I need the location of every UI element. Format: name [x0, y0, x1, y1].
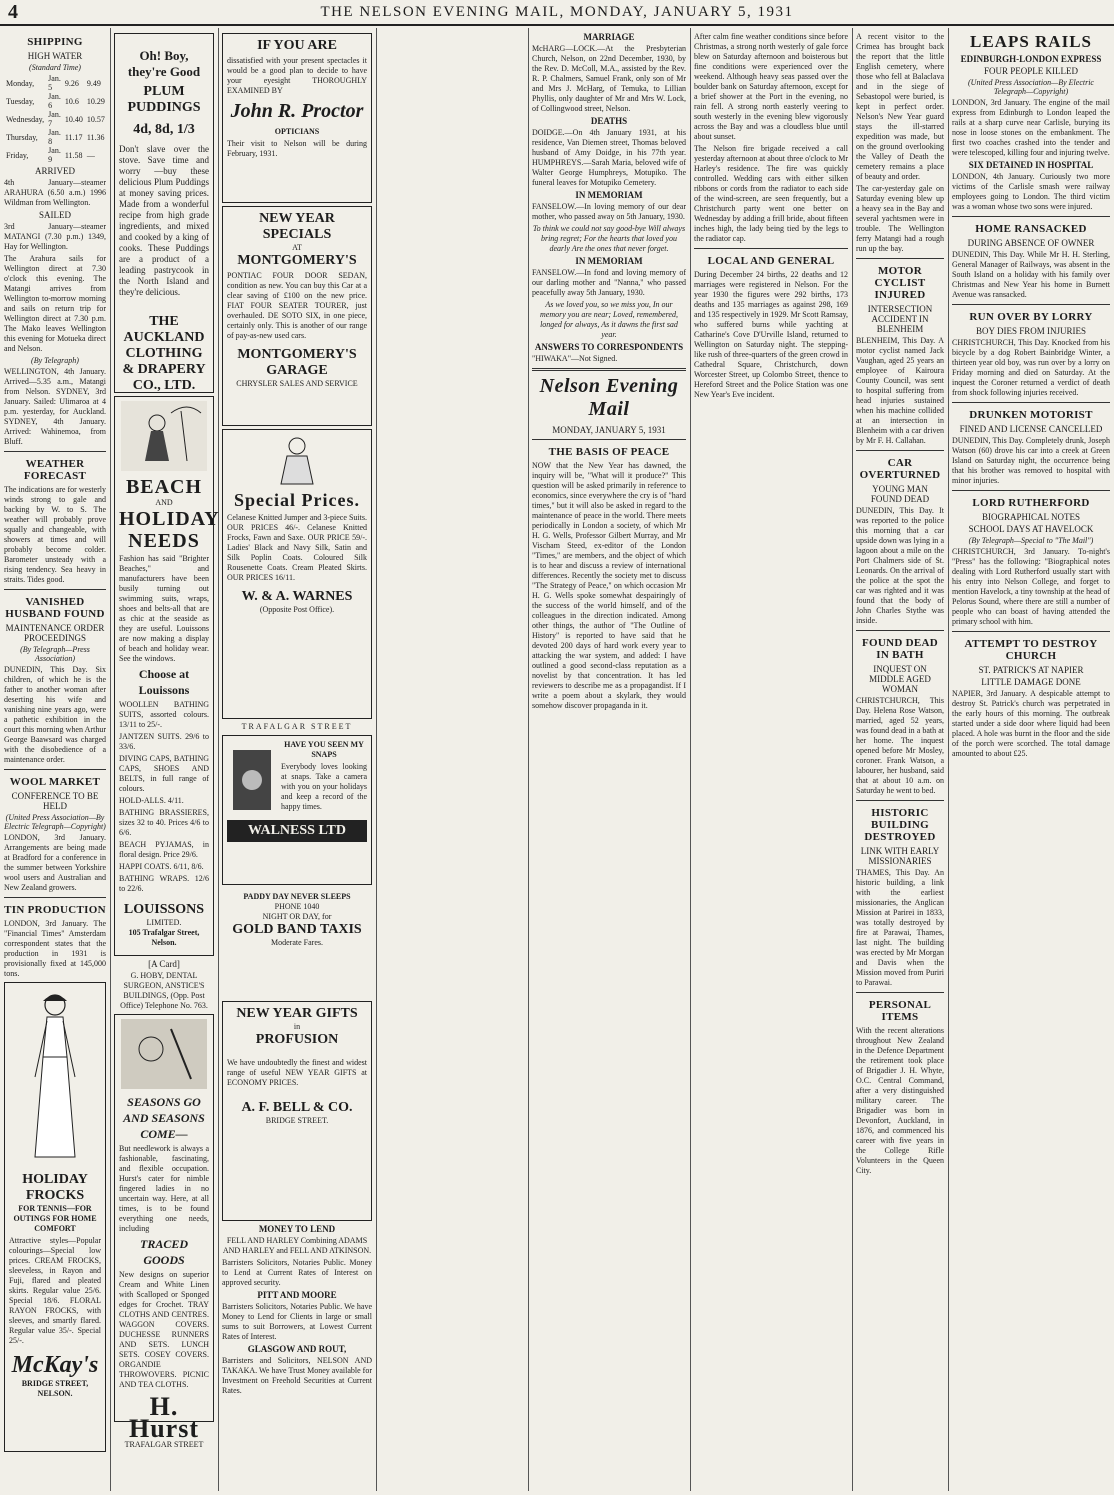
bell-name: A. F. BELL & CO. [241, 1100, 353, 1115]
sailed-heading: SAILED [39, 210, 71, 220]
car-overturned-heading: CAR OVERTURNED [859, 457, 941, 481]
local-general-text: During December 24 births, 22 deaths and 12 marriages were registered in Nelson. For the year 1930 the figures were 292 births, 173 deaths and 135 marriages as against 298, 169 and 135 respectively in 1929. Mr Scott Ramsay, who suffered burns while yachting at Catharine's Cove D'Urville Island, returned to Wellington on Saturday night. The stepping-like rush of three-quarters of the green crowd in Cathedral Square, Christchurch, down Worcester Street, up Colombo Street, thence to Hereford Street and the Police Station was one New Year's Eve incident. [694, 270, 848, 399]
drunken-motorist-heading: DRUNKEN MOTORIST [969, 409, 1093, 421]
divider [532, 439, 686, 440]
proctor-text: dissatisfied with your present spectacles it would be a good plan to decide to have your eyesight THOROUGHLY EXAMINED BY [227, 56, 367, 95]
tide-pm: — [86, 150, 95, 160]
marriage-text: McHARG—LOCK.—At the Presbyterian Church, Nelson, on 22nd December, 1930, by the Rev. D. McColl, M.A., assisted by the Rev. R. P. Chalmers, Samuel Frank, only son of Mr and Mrs J. McHarg, of Temuka, to Lillian Phyllis, only daughter of Mr and Mrs W. Lock, of Collingwood street, Nelson. [532, 44, 686, 113]
tide-date: Jan. 5 [48, 74, 61, 92]
pitt-moore: PITT AND MOORE [257, 1290, 337, 1300]
auckland-clothing-name: THE AUCKLAND CLOTHING & DRAPERY CO., LTD. [122, 314, 206, 393]
choose-louissons: Choose at Louissons [138, 667, 190, 697]
answers-heading: ANSWERS TO CORRESPONDENTS [534, 342, 684, 352]
walness-copy [281, 740, 367, 820]
camera-illustration [227, 740, 277, 820]
car-overturned-text: DUNEDIN, This Day. It was reported to the police this morning that a car upside down was lying in a lagoon about a mile on the Port Chalmers side of St. Leonards. On the arrival of the police at the spot the car was righted and it was found that the body of John Charles Stythe was inside. [856, 506, 944, 625]
motor-cyclist-sub: INTERSECTION ACCIDENT IN BLENHEIM [867, 304, 933, 334]
lord-rutherford-heading: LORD RUTHERFORD [972, 497, 1090, 509]
tide-am: 9.26 [64, 78, 79, 88]
crimea-story: A recent visitor to the Crimea has brought back the report that the little English cemetery, where those who fell at Balaclava and in the siege of Sebastopol were buried, is kept in perfect order. Nelson's New Year guard stays the ill-starred expedition was made, but on the ground overlooking the Valley of Death the cemetery remains a place of beauty and order. [856, 32, 944, 181]
found-dead-heading: FOUND DEAD IN BATH [861, 637, 939, 661]
gifts-in: in [293, 1022, 301, 1031]
gifts-text: We have undoubtedly the finest and widest range of useful NEW YEAR GIFTS at ECONOMY PRICES. [227, 1058, 367, 1087]
personal-items-heading: PERSONAL ITEMS [868, 999, 932, 1023]
dentist-card: G. HOBY, DENTAL SURGEON, ANSTICE'S BUILDINGS, (Opp. Post Office) Telephone No. 763. [120, 971, 208, 1010]
cars-text: PONTIAC FOUR DOOR SEDAN, condition as new. You can buy this Car at a clear saving of £100 on the new price. FIAT FOUR SEATER TOURER, just overhauled. DE SOTO SIX, in one piece, certainly only. This is another of our range of pay-as-new used cars. [227, 271, 367, 340]
louissons-limited: LIMITED. [146, 918, 182, 927]
table-row [4, 146, 107, 164]
attempt-church-sub2: LITTLE DAMAGE DONE [981, 677, 1081, 687]
column-rule [110, 28, 111, 1491]
pitt-text: Barristers Solicitors, Notaries Public. We have Money to Lend for Clients in large or small sums to suit Borrowers, at Lowest Current Rates of Interest. [222, 1302, 372, 1341]
beach-and: AND [155, 498, 173, 507]
tide-table [4, 74, 107, 164]
divider [952, 490, 1110, 491]
divider [952, 304, 1110, 305]
arrived-heading: ARRIVED [35, 166, 75, 176]
six-detained-heading: SIX DETAINED IN HOSPITAL [968, 160, 1094, 170]
divider [4, 769, 106, 770]
montgomerys-advert [222, 206, 372, 426]
bell-address: BRIDGE STREET. [265, 1116, 329, 1125]
historic-building-sub: LINK WITH EARLY MISSIONARIES [860, 846, 940, 866]
tide-date: Jan. 7 [48, 110, 61, 128]
shipping-text: The Arahura sails for Wellington direct at 7.30 o'clock this evening. The Matangi arrives from Wellington to-morrow morning and sails on return trip for Wellington direct at 7.30 p.m. The Mako leaves Wellington this evening for Motueka direct and Nelson. [4, 254, 106, 353]
mckays-advert [4, 982, 106, 1452]
walness-name: WALNESS LTD [227, 820, 367, 842]
needlework-illustration [121, 1019, 207, 1089]
memoriam-heading: IN MEMORIAM [575, 190, 643, 200]
tide-am: 11.17 [64, 132, 83, 142]
montgomerys-garage: MONTGOMERY'S GARAGE [237, 347, 357, 378]
vanished-heading: VANISHED HUSBAND FOUND [5, 596, 105, 620]
pudding-name: PLUM PUDDINGS [127, 84, 201, 115]
hurst-logo: H. Hurst [129, 1392, 199, 1443]
column-4 [532, 30, 686, 1491]
divider [532, 368, 686, 371]
marriage-heading: MARRIAGE [583, 32, 635, 42]
card-heading: [A Card] [148, 959, 180, 969]
run-over-sub: BOY DIES FROM INJURIES [976, 326, 1086, 336]
traced-goods-text: New designs on superior Cream and White Linen with Scalloped or Sponged edges for Crochet. TRAY CLOTHS AND CENTRES. WAGGON COVERS. DUCHESSE RUNNERS AND SETS. LUNCH SETS. COSEY COVERS. ORGANDIE THROWOVERS. PICNIC AND TEA CLOTHS. [119, 1270, 209, 1389]
press-association: (By Telegraph—Press Association) [20, 645, 90, 663]
woman-illustration [15, 987, 95, 1167]
leaps-rails-heading: LEAPS RAILS [969, 32, 1092, 51]
local-general-heading: LOCAL AND GENERAL [707, 255, 835, 267]
editorial-heading: THE BASIS OF PEACE [548, 446, 670, 458]
bell-advert [222, 1001, 372, 1221]
column-rule [528, 28, 529, 1491]
weather-text: The indications are for westerly winds strong to gale and backing by W. to S. The weather will probably prove squally and changeable, with showers at times and will probably become colder. Barometer unsteady with a rising tendency. Sea heavy in straits. Tides good. [4, 485, 106, 584]
tide-day: Tuesday, [6, 96, 35, 106]
home-ransacked-text: DUNEDIN, This Day. While Mr H. H. Sterling, General Manager of Railways, was absent in the South Island on a holiday with his family over Christmas and New Year his home in Burnett Avenue was ransacked. [952, 250, 1110, 299]
column-1 [4, 30, 106, 1491]
money-to-lend: MONEY TO LEND [258, 1224, 336, 1234]
plum-pudding-advert [114, 33, 214, 393]
walness-advert [222, 735, 372, 885]
column-7 [952, 30, 1110, 1491]
sailed-text: 3rd January—steamer MATANGI (7.30 p.m.) 1349, Hay for Wellington. [4, 222, 106, 251]
louissons-address: 105 Trafalgar Street, Nelson. [128, 928, 200, 947]
pudding-tagline: Oh! Boy, they're Good [127, 48, 201, 79]
telegraph-text: WELLINGTON, 4th January. Arrived—5.35 a.m., Matangi from Nelson. SYDNEY, 3rd January. Sailed: Ulimaroa at 4 p.m. yesterday, for Auckland. SYDNEY, 4th January. Arrived: Wahinemoa, from Bluff. [4, 367, 106, 446]
tide-day: Thursday, [6, 132, 38, 142]
attempt-church-heading: ATTEMPT TO DESTROY CHURCH [964, 638, 1098, 662]
standard-time-note: (Standard Time) [29, 63, 81, 72]
pudding-text: Don't slave over the stove. Save time and worry —buy these delicious Plum Puddings at money saving prices. Made from a wonderful recipe from high grade ingredients, and mixed and cooked by a king of cooks. These Puddings are a product of a leading pastrycook in the North Island and they're delicious. [119, 144, 209, 297]
divider [856, 258, 944, 259]
opticians-label: OPTICIANS [274, 127, 320, 136]
wool-heading: WOOL MARKET [9, 776, 101, 788]
memoriam-heading: IN MEMORIAM [575, 256, 643, 266]
column-rule [690, 28, 691, 1491]
glasgow-rout: GLASGOW AND ROUT, [247, 1344, 347, 1354]
tide-am: 10.40 [64, 114, 83, 124]
new-year-specials: NEW YEAR SPECIALS [259, 211, 335, 242]
divider [952, 216, 1110, 217]
at-label: AT [292, 243, 302, 252]
column-5 [694, 30, 848, 1491]
divider [856, 450, 944, 451]
motor-cyclist-text: BLENHEIM, This Day. A motor cyclist named Jack Vaughan, aged 25 years an employee of Kairoura County Council, was sent to hospital suffering from head injuries sustained when his machine collided at an intersection in Blenheim with a car driven by Mr F. H. Callahan. [856, 336, 944, 445]
gold-band-taxis: GOLD BAND TAXIS [232, 922, 362, 937]
historic-building-text: THAMES, This Day. An historic building, a link with the earliest missionaries, the Anglican Mission at Parirei in 1833, was totally destroyed by fire at Parawai, Thames, last night. The building was erected by Mr Morgan and Davis when the Mission moved from Puriri to Parawai. [856, 868, 944, 987]
tin-text: LONDON, 3rd January. The "Financial Times" Amsterdam correspondent states that the production in 1931 is provisionally fixed at 145,000 tons. [4, 919, 106, 978]
snaps-text: Everybody loves looking at snaps. Take a camera with you on your holidays and keep a record of the happy times. [281, 762, 367, 811]
pudding-prices: 4d, 8d, 1/3 [133, 122, 195, 137]
deaths-heading: DEATHS [590, 116, 628, 126]
memoriam-2: FANSELOW.—In fond and loving memory of our darling mother and "Nanna," who passed peacefully away 5th January, 1930. [532, 268, 686, 297]
column-3 [222, 30, 372, 1491]
louissons-name: LOUISSONS [123, 902, 205, 917]
list-item: BEACH PYJAMAS, in floral design. Price 29/6. [119, 840, 209, 859]
warnes-name: W. & A. WARNES [241, 589, 353, 604]
list-item: BATHING BRASSIERES, sizes 32 to 40. Prices 4/6 to 6/6. [119, 808, 209, 837]
table-row [4, 110, 107, 128]
column-rule [218, 28, 219, 1491]
found-dead-sub: INQUEST ON MIDDLE AGED WOMAN [869, 664, 931, 694]
newspaper-masthead: Nelson Evening Mail [539, 375, 679, 420]
paddy-day: PADDY DAY NEVER SLEEPS [243, 892, 351, 901]
snaps-heading: HAVE YOU SEEN MY SNAPS [284, 740, 364, 759]
tide-day: Monday, [6, 78, 35, 88]
tide-pm: 10.29 [86, 96, 105, 106]
mckays-text: Attractive styles—Popular colourings—Special low prices. CREAM FROCKS, sleeveless, in Rayon and Fuji, flared and pleated skirts. Regular value 25/6. Special 18/6. FLORAL RAYON FROCKS, with sleeves, and smartly flared. Regular value 35/-. Special 25/-. [9, 1236, 101, 1345]
weather-story: After calm fine weather conditions since before Christmas, a strong north westerly of gale force blew on Saturday afternoon and boisterous but fine conditions were experienced over the weekend. Although heavy seas passed over the boulder bank on Saturday afternoon, except for a brief shower at the Port in the evening, no rain fell. A strong north easterly veering to south westerly in the evening blew vigorously across the Bay and was a cloudless blue until about sunset. [694, 32, 848, 141]
attempt-church-text: NAPIER, 3rd January. A despicable attempt to destroy St. Patrick's church was perpetrated in the early hours of this morning. The outbreak started under a side door where liquid had been placed. A hole was burnt in the floor and the side of the porch were scorched. The total damage amounted to about £25. [952, 689, 1110, 758]
chrysler-label: CHRYSLER SALES AND SERVICE [236, 379, 358, 388]
needs-heading: NEEDS [128, 530, 200, 552]
beach-heading: BEACH [125, 476, 203, 498]
leaps-rails-sub2: FOUR PEOPLE KILLED [984, 66, 1078, 76]
table-row [4, 92, 107, 110]
car-overturned-sub: YOUNG MAN FOUND DEAD [870, 484, 930, 504]
louissons-advert [114, 396, 220, 956]
fell-harley: FELL AND HARLEY Combining ADAMS AND HARLEY and FELL AND ATKINSON. [222, 1236, 372, 1255]
column-rule [948, 28, 949, 1491]
column-rule [852, 28, 853, 1491]
seasons-heading: SEASONS GO AND SEASONS COME— [123, 1095, 205, 1141]
fell-text: Barristers Solicitors, Notaries Public. Money to Lend at Current Rates of Interest on approved security. [222, 1258, 372, 1287]
taxi-advert [222, 888, 372, 998]
home-ransacked-heading: HOME RANSACKED [975, 223, 1087, 235]
personal-items-text: With the recent alterations throughout New Zealand in the Defence Department the retirement took place of Brigadier J. H. Whyte, O.C. Central Command, after a very distinguished military career. The Brigadier was born in Devonfort, Auckland, in 1876, and commenced his career with five years in the College Rifle Volunteers in the Queen City. [856, 1026, 944, 1175]
beach-illustration [121, 401, 207, 471]
verse-2: As we loved you, so we miss you, In our memory you are near; Loved, remembered, longed for always, As it dawns the first sad year. [540, 300, 678, 339]
tide-pm: 10.57 [86, 114, 105, 124]
divider [4, 589, 106, 590]
historic-building-heading: HISTORIC BUILDING DESTROYED [864, 807, 936, 843]
tide-date: Jan. 6 [48, 92, 61, 110]
run-over-heading: RUN OVER BY LORRY [969, 311, 1093, 323]
lord-rutherford-sub2: SCHOOL DAYS AT HAVELOCK [968, 524, 1094, 534]
tide-pm: 11.36 [86, 132, 105, 142]
by-telegraph: (By Telegraph) [31, 356, 79, 365]
masthead: THE NELSON EVENING MAIL, MONDAY, JANUARY 5, 1931 [320, 4, 794, 20]
tide-pm: 9.49 [86, 78, 101, 88]
home-ransacked-sub: DURING ABSENCE OF OWNER [967, 238, 1095, 248]
memoriam-1: FANSELOW.—In loving memory of our dear mother, who passed away on 5th January, 1930. [532, 202, 686, 221]
lord-rutherford-byline: (By Telegraph—Special to "The Mail") [968, 536, 1094, 545]
hurst-advert [114, 1014, 214, 1449]
motor-cyclist-heading: MOTOR CYCLIST INJURED [874, 265, 926, 301]
deaths-text: DOIDGE.—On 4th January 1931, at his residence, Van Diemen street, Thomas beloved husband of Amy Doidge, in his 77th year. HUMPHREYS.—Sarah Maria, beloved wife of Walter George Humphreys, Motupiko. The funeral leaves for Motupiko Cemetery. [532, 128, 686, 187]
beach-text: Fashion has said "Brighter Beaches," and manufacturers have been busily turning out swimming suits, wraps, shoes and belts-all that are as chic at the seaside as they are useful. Louissons are now making a display of beach and holiday wear. See the windows. [119, 554, 209, 663]
vanished-text: DUNEDIN, This Day. Six children, of which he is the father to another woman after deserting his wife and vanishing nine years ago, were a pathetic exhibition in the court this morning when Arthur George Baawsard was charged with the disobedience of a maintenance order. [4, 665, 106, 764]
proctor-visit: Their visit to Nelson will be during February, 1931. [227, 139, 367, 158]
list-item: WOOLLEN BATHING SUITS, assorted colours. 13/11 to 25/-. [119, 700, 209, 729]
column-6 [856, 30, 944, 1491]
leaps-rails-sub: EDINBURGH-LONDON EXPRESS [960, 54, 1102, 64]
mckays-logo: McKay's [11, 1352, 99, 1378]
holiday-heading: HOLIDAY [119, 508, 220, 530]
gifts-profusion: PROFUSION [255, 1032, 339, 1047]
divider [856, 800, 944, 801]
list-item: BATHING WRAPS. 12/6 to 22/6. [119, 874, 209, 893]
special-prices-heading: Special Prices. [234, 490, 360, 510]
column-2 [114, 30, 220, 1491]
divider [694, 248, 848, 249]
divider [952, 402, 1110, 403]
table-row [4, 74, 107, 92]
list-item: JANTZEN SUITS. 29/6 to 33/6. [119, 732, 209, 751]
tide-day: Wednesday, [6, 114, 45, 124]
if-you-are: IF YOU ARE [257, 38, 337, 53]
lord-rutherford-sub: BIOGRAPHICAL NOTES [982, 512, 1080, 522]
warnes-advert [222, 429, 372, 719]
tin-heading: TIN PRODUCTION [4, 904, 106, 916]
gifts-heading: NEW YEAR GIFTS [236, 1006, 358, 1021]
warnes-address: (Opposite Post Office). [259, 605, 335, 614]
mckays-subtitle: FOR TENNIS—FOR OUTINGS FOR HOME COMFORT [13, 1204, 97, 1233]
editorial-text: NOW that the New Year has dawned, the inquiry will be, "What will it produce?" This question will be asked primarily in reference to economics, since everywhere the cry is of "hard times," but it will also be asked in regard to the maintenance of peace in the world. There meets periodically in London a society, of which Mr H. G. Wells, Professor Gilbert Murray, and Mr Vischam Steed, ex-editor of the London "Times," are members, and the object of which is to hear and discuss a review of international differences. Recently the society met to discuss "The Strategy of Peace," on which occasion Mr H. G. Wells spoke somewhat despairingly of the success of the world himself, and of the colleagues in the direction indicated. Among other things, the author of "The Outline of History" is reported to have said that he devoted 200 days of hard work every year to attacking the war system, and added: I have outlined a good second-class reputation as a novelist by that concentration. It has led reviewers to describe me as a propagandist. If I write a poem about a skylark, they would somehow discover propaganda in it. [532, 461, 686, 710]
holiday-frocks-title: HOLIDAY FROCKS [22, 1172, 88, 1203]
proctor-logo: John R. Proctor [230, 100, 364, 122]
tide-am: 10.6 [64, 96, 79, 106]
masthead-date: MONDAY, JANUARY 5, 1931 [552, 425, 666, 435]
lord-rutherford-text: CHRISTCHURCH, 3rd January. To-night's "Press" has the following: "Biographical notes dealing with Lord Rutherford usually start with his entry into Nelson College, and forget to mention Havelock, a tiny township at the head of Pelorus Sound, where there are still a number of people who can boast of having attended the primary school with him. [952, 547, 1110, 626]
list-item: DIVING CAPS, BATHING CAPS, SHOES AND BELTS, in full range of colours. [119, 754, 209, 793]
drunken-motorist-sub: FINED AND LICENSE CANCELLED [959, 424, 1103, 434]
list-item: HOLD-ALLS. 4/11. [119, 796, 184, 805]
divider [856, 992, 944, 993]
divider [4, 451, 106, 452]
attempt-church-sub: ST. PATRICK'S AT NAPIER [978, 665, 1084, 675]
trafalgar-street-label: TRAFALGAR STREET [241, 722, 353, 731]
glasgow-text: Barristers and Solicitors, NELSON AND TAKAKA. We have Trust Money available for Investment on Freehold Securities at Current Rates. [222, 1356, 372, 1395]
drunken-motorist-text: DUNEDIN, This Day. Completely drunk, Joseph Watson (60) drove his car into a creek at Green Island on Saturday night, the occurrence being that his brother was removed to hospital with minor injuries. [952, 436, 1110, 485]
wool-byline: (United Press Association—By Electric Telegraph—Copyright) [4, 813, 106, 831]
page-number: 4 [8, 1, 18, 23]
tide-am: 11.58 [64, 150, 83, 160]
answers-text: "HIWAKA"—Not Signed. [532, 354, 618, 363]
found-dead-text: CHRISTCHURCH, This Day. Helena Rose Watson, married, aged 52 years, was found dead in a bath at her home. The inquest opened before Mr Mosley, coroner. Frank Watson, a labourer, her husband, said that at about 10 a.m. on Saturday he went to bed. [856, 696, 944, 795]
lady-illustration [257, 434, 337, 484]
weather-heading: WEATHER FORECAST [23, 458, 87, 482]
walness-row [227, 740, 367, 820]
gale-story: The car-yesterday gale on Saturday evening blew up a heavy sea in the Bay and several yachtsmen were in trouble. The Wellington ferry Matangi had a rough run up the bay. [856, 184, 944, 253]
wool-subheading: CONFERENCE TO BE HELD [11, 791, 99, 811]
seasons-text: But needlework is always a fashionable, fascinating, and flexible occupation. Hurst's cater for nimble fingered ladies in no uncertain way. Here, at all times, is to be found everything one needs, including [119, 1144, 209, 1233]
list-item: HAPPI COATS. 6/11, 8/6. [119, 862, 204, 871]
traced-goods-heading: TRACED GOODS [139, 1237, 188, 1267]
tide-day: Friday, [6, 150, 29, 160]
night-or-day: NIGHT OR DAY, for [262, 912, 332, 921]
montgomerys-name: MONTGOMERY'S [237, 253, 357, 268]
divider [952, 631, 1110, 632]
proctor-advert [222, 33, 372, 203]
vanished-subheading: MAINTENANCE ORDER PROCEEDINGS [5, 623, 105, 643]
mckays-address: BRIDGE STREET, NELSON. [21, 1379, 89, 1398]
tide-date: Jan. 8 [48, 128, 61, 146]
column-rule [376, 28, 377, 1491]
table-row [4, 128, 107, 146]
fire-story: The Nelson fire brigade received a call yesterday afternoon at about three o'clock to Mr Harley's residence. The fire was quickly controlled. Wedding cars with either silken ribbons or cords from the radiator to each side of the wind-screen, are seen frequently, but a Christchurch party went one better on Wednesday by adding a frill bride, about fifteen inches high, the lady being tied by the legs to the radiator cap. [694, 144, 848, 243]
wool-text: LONDON, 3rd January. Arrangements are being made at Bradford for a conference in the summer between Yorkshire wool users and Australian and New Zealand growers. [4, 833, 106, 892]
verse-1: To think we could not say good-bye Will always bring regret; For the hearts that loved you dearly Are the ones that never forget. [532, 224, 686, 253]
divider [4, 897, 106, 898]
page-header [0, 0, 1114, 26]
arrived-text: 4th January—steamer ARAHURA (6.50 a.m.) 1996 Wildman from Wellington. [4, 178, 106, 207]
special-prices-text: Celanese Knitted Jumper and 3-piece Suits. OUR PRICES 46/-. Celanese Knitted Frocks, Fawn and Saxe. OUR PRICE 59/-. Ladies' Black and Navy Silk, Satin and Silk Poplin Coats. Coloured Silk Rousenette Coats. Cream Pleated Skirts. OUR PRICES 16/11. [227, 513, 367, 582]
ups-byline: (United Press Association—By Electric Telegraph—Copyright) [968, 78, 1094, 96]
shipping-heading: SHIPPING [27, 36, 83, 48]
phone-number: PHONE 1040 [274, 902, 320, 911]
hurst-address: TRAFALGAR STREET [124, 1440, 204, 1449]
six-detained-text: LONDON, 4th January. Curiously two more victims of the Carlisle smash were railway employees going to London. The third victim was a woman whose two sons were injured. [952, 172, 1110, 211]
tide-date: Jan. 9 [48, 146, 61, 164]
divider [856, 630, 944, 631]
run-over-text: CHRISTCHURCH, This Day. Knocked from his bicycle by a dog Robert Bainbridge Winter, a thirteen year old boy, was run over by a lorry on Friday morning and died on Saturday. At the inquest the Coroner returned a verdict of death from shock following injuries received. [952, 338, 1110, 397]
moderate-fares: Moderate Fares. [271, 938, 323, 947]
leaps-rails-text: LONDON, 3rd January. The engine of the mail express from Edinburgh to London leaped the rails at a sharp curve near Carlisle, burying its nose in loose stones on the embankment. The first two coaches crashed into the tender and were telescoped, killing four and injuring twelve. [952, 98, 1110, 157]
high-water-heading: HIGH WATER [27, 51, 83, 61]
